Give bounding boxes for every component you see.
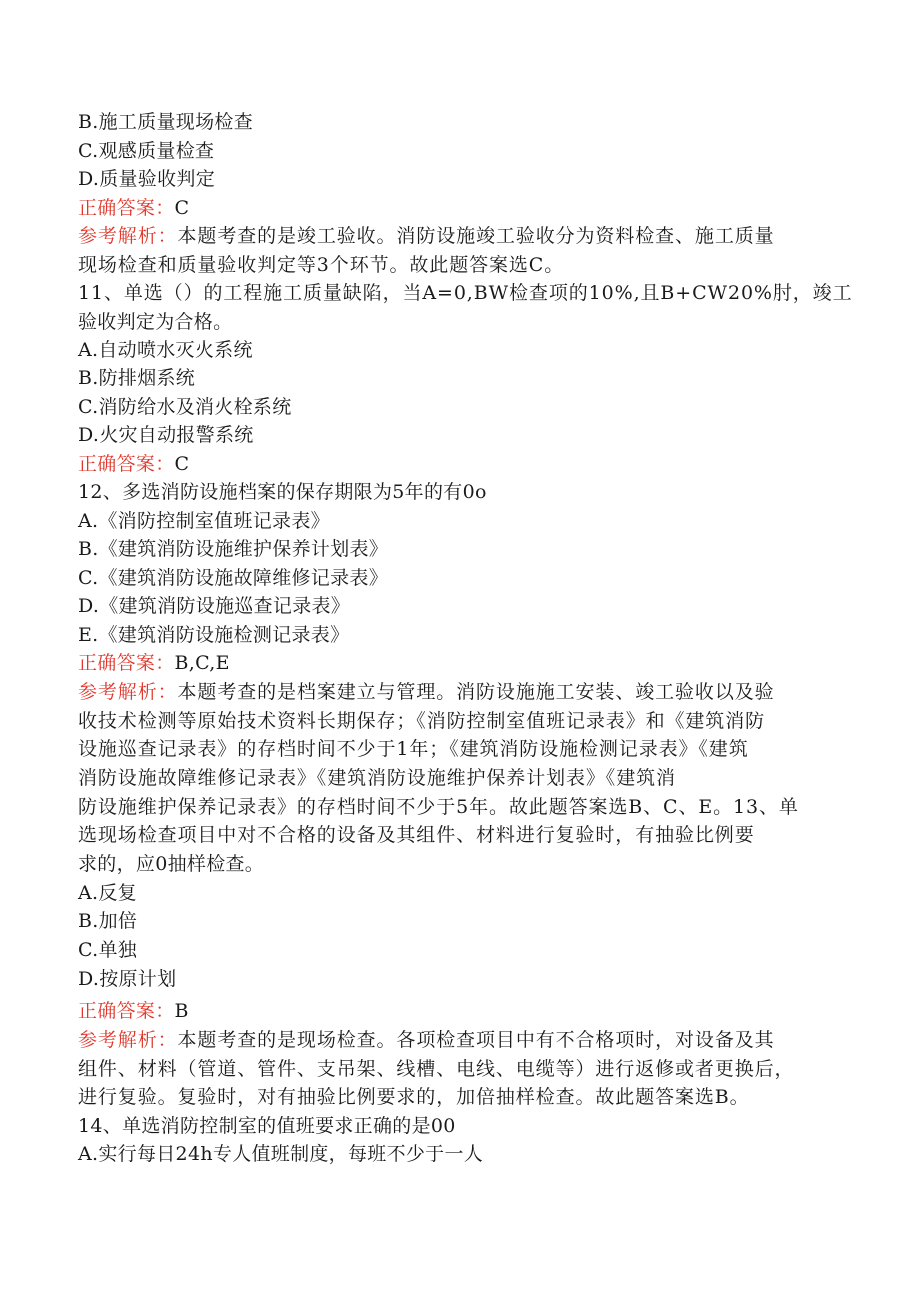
q12-stem: 12、多选消防设施档案的保存期限为5年的有0o: [78, 481, 487, 503]
q11-option-b: B.防排烟系统: [78, 367, 196, 389]
q12-option-a: A.《消防控制室值班记录表》: [78, 510, 330, 532]
q11-option-d: D.火灾自动报警系统: [78, 424, 254, 446]
q10-analysis-line-1: [78, 222, 775, 250]
q12-option-d: D.《建筑消防设施巡查记录表》: [78, 595, 351, 617]
answer-value: B: [174, 1000, 189, 1022]
q13-option-b: B.加倍: [78, 910, 138, 932]
q13-analysis-line-2: 组件、材料（管道、管件、支吊架、线槽、电线、电缆等）进行返修或者更换后，: [78, 1058, 795, 1080]
q11-stem-line-1: 11、单选（）的工程施工质量缺陷，当A=0,BW检查项的10%,且B+CW20%肘，竣工: [78, 282, 853, 304]
q10-option-c: C.观感质量检查: [78, 140, 215, 162]
q13-option-c: C.单独: [78, 939, 138, 961]
analysis-text: 本题考查的是竣工验收。消防设施竣工验收分为资料检查、施工质量: [177, 225, 775, 247]
q13-analysis-line-3: 进行复验。复验时，对有抽验比例要求的，加倍抽样检查。故此题答案选B。: [78, 1086, 750, 1108]
q11-answer: [78, 450, 189, 478]
answer-value: B,C,E: [174, 652, 230, 674]
q13-option-a: A.反复: [78, 882, 137, 904]
q11-stem-line-2: 验收判定为合格。: [78, 311, 233, 333]
q12-analysis-line-5: 防设施维护保养记录表》的存档时间不少于5年。故此题答案选B、C、E。13、单: [78, 796, 799, 818]
answer-value: C: [174, 453, 190, 475]
q13-stem-line-1: 选现场检查项目中对不合格的设备及其组件、材料进行复验时，有抽验比例要: [78, 824, 755, 846]
answer-label: 正确答案：: [78, 652, 175, 674]
q10-analysis-line-2: 现场检查和质量验收判定等3个环节。故此题答案选C。: [78, 254, 565, 276]
q12-option-c: C.《建筑消防设施故障维修记录表》: [78, 567, 389, 589]
q12-answer: [78, 649, 230, 677]
q10-option-b: B.施工质量现场检查: [78, 111, 254, 133]
q12-option-e: E.《建筑消防设施检测记录表》: [78, 624, 350, 646]
q12-option-b: B.《建筑消防设施维护保养计划表》: [78, 538, 389, 560]
q10-answer: [78, 194, 189, 222]
answer-label: 正确答案：: [78, 1000, 175, 1022]
analysis-label: 参考解析：: [78, 681, 178, 703]
q12-analysis-line-2: 收技术检测等原始技术资料长期保存；《消防控制室值班记录表》和《建筑消防: [78, 710, 766, 732]
q11-option-a: A.自动喷水灭火系统: [78, 339, 253, 361]
q13-option-d: D.按原计划: [78, 968, 177, 990]
answer-label: 正确答案：: [78, 197, 175, 219]
q12-analysis-line-4: 消防设施故障维修记录表》《建筑消防设施维护保养计划表》《建筑消: [78, 767, 676, 789]
answer-label: 正确答案：: [78, 453, 175, 475]
analysis-label: 参考解析：: [78, 1029, 178, 1051]
q12-analysis-line-3: 设施巡查记录表》的存档时间不少于1年；《建筑消防设施检测记录表》《建筑: [78, 738, 749, 760]
q14-stem: 14、单选消防控制室的值班要求正确的是00: [78, 1115, 456, 1137]
q11-option-c: C.消防给水及消火栓系统: [78, 396, 292, 418]
q13-analysis-line-1: [78, 1026, 775, 1054]
q12-analysis-line-1: [78, 678, 775, 706]
q13-answer: [78, 997, 189, 1025]
q10-option-d: D.质量验收判定: [78, 168, 215, 190]
q13-stem-line-2: 求的，应0抽样检查。: [78, 853, 265, 875]
analysis-text: 本题考查的是档案建立与管理。消防设施施工安装、竣工验收以及验: [177, 681, 775, 703]
analysis-label: 参考解析：: [78, 225, 178, 247]
answer-value: C: [174, 197, 190, 219]
analysis-text: 本题考查的是现场检查。各项检查项目中有不合格项时，对设备及其: [177, 1029, 775, 1051]
q14-option-a: A.实行每日24h专人值班制度，每班不少于一人: [78, 1143, 484, 1165]
